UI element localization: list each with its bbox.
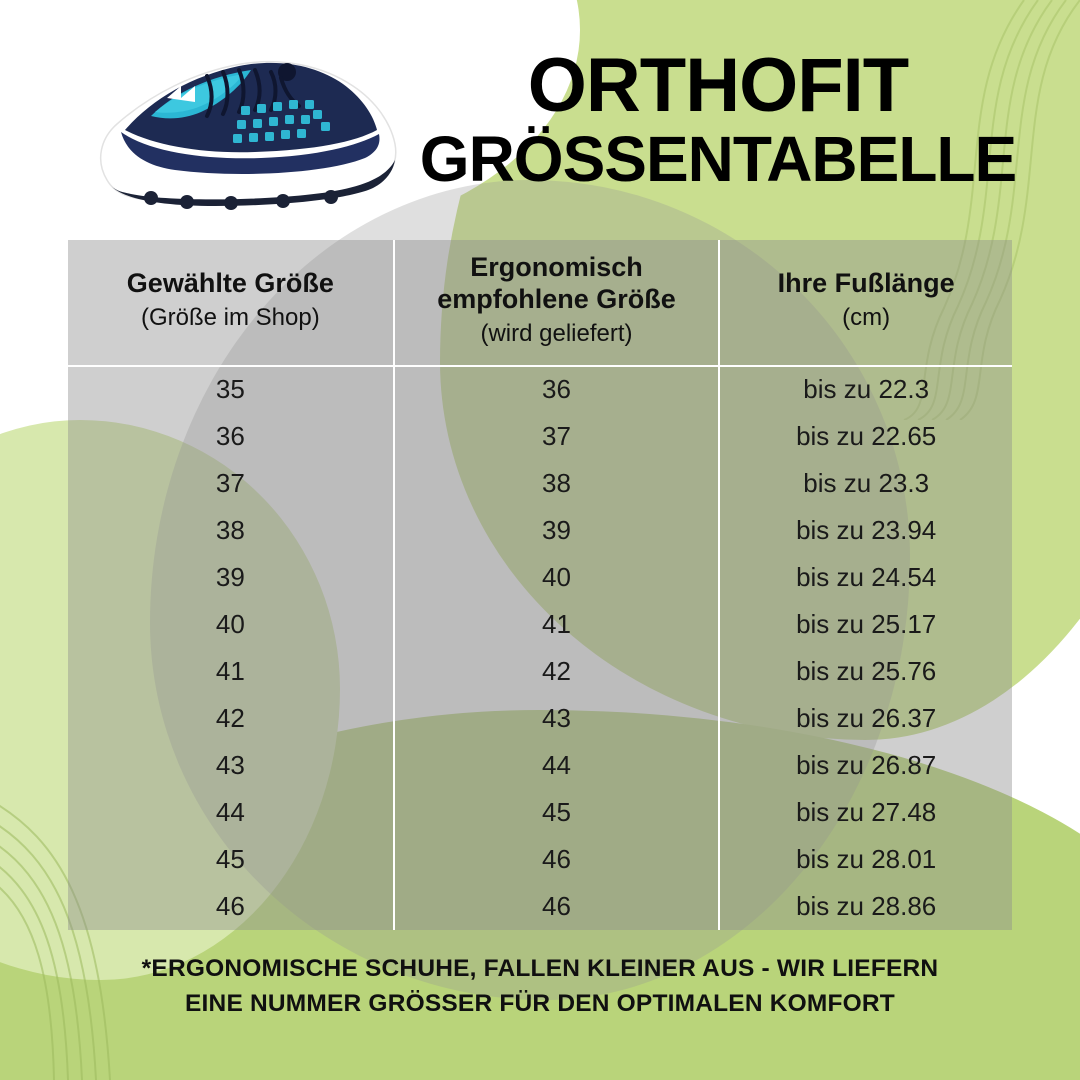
footnote — [0, 952, 1080, 1022]
cell-shop-size: 43 — [215, 749, 245, 780]
cell-foot-length: bis zu 28.01 — [719, 836, 1012, 883]
table-row — [68, 648, 1012, 695]
cell-recommended-size: 43 — [394, 695, 720, 742]
cell-foot-length: bis zu 27.48 — [719, 789, 1012, 836]
cell-foot-length: bis zu 25.17 — [719, 601, 1012, 648]
cell-recommended-size: 39 — [394, 507, 720, 554]
column-header-shop-size — [68, 240, 394, 366]
cell-recommended-size: 42 — [394, 648, 720, 695]
table-row — [68, 836, 1012, 883]
cell-foot-length: bis zu 26.37 — [719, 695, 1012, 742]
table-body — [68, 366, 1012, 930]
column-header-foot-length — [719, 240, 1012, 366]
footnote-line-2: EINE NUMMER GRÖSSER FÜR DEN OPTIMALEN KOMFORT — [185, 989, 895, 1017]
cell-recommended-size: 46 — [394, 836, 720, 883]
cell-recommended-size: 40 — [394, 554, 720, 601]
title-subject: GRÖSSENTABELLE — [419, 123, 1017, 195]
cell-shop-size: 38 — [215, 514, 245, 545]
table-row — [68, 601, 1012, 648]
table-row — [68, 460, 1012, 507]
cell-foot-length: bis zu 26.87 — [719, 742, 1012, 789]
footnote-line-1: *ERGONOMISCHE SCHUHE, FALLEN KLEINER AUS - WIR LIEFERN — [141, 955, 939, 982]
table-row — [68, 789, 1012, 836]
cell-recommended-size: 38 — [394, 460, 720, 507]
cell-shop-size: 35 — [215, 374, 245, 405]
cell-recommended-size: 41 — [394, 601, 720, 648]
column-header-shop-size-main: Gewählte Größe — [126, 267, 334, 298]
cell-recommended-size: 46 — [394, 883, 720, 930]
column-header-recommended-size-sub: (wird geliefert) — [480, 319, 633, 347]
column-header-foot-length-main: Ihre Fußlänge — [777, 267, 955, 298]
cell-foot-length: bis zu 24.54 — [719, 554, 1012, 601]
title-brand: ORTHOFIT — [527, 43, 909, 128]
cell-foot-length: bis zu 28.86 — [719, 883, 1012, 930]
cell-foot-length: bis zu 25.76 — [719, 648, 1012, 695]
cell-recommended-size: 37 — [394, 413, 720, 460]
table-row — [68, 742, 1012, 789]
cell-shop-size: 37 — [215, 467, 245, 498]
cell-foot-length: bis zu 23.3 — [719, 460, 1012, 507]
cell-shop-size: 46 — [215, 890, 245, 921]
table-row — [68, 507, 1012, 554]
table-row — [68, 554, 1012, 601]
column-header-shop-size-sub: (Größe im Shop) — [140, 303, 320, 331]
cell-recommended-size: 44 — [394, 742, 720, 789]
cell-foot-length: bis zu 23.94 — [719, 507, 1012, 554]
cell-shop-size: 41 — [215, 655, 245, 686]
cell-shop-size: 39 — [215, 561, 245, 592]
cell-shop-size: 36 — [215, 420, 245, 451]
column-header-foot-length-sub: (cm) — [842, 303, 891, 331]
header — [0, 0, 1080, 232]
cell-shop-size: 40 — [215, 608, 245, 639]
column-header-recommended-size-main: Ergonomisch empfohlene Größe — [437, 252, 676, 314]
page-title — [398, 43, 1038, 196]
size-table — [68, 240, 1012, 930]
table-row — [68, 366, 1012, 413]
table-row — [68, 413, 1012, 460]
column-header-recommended-size — [394, 240, 720, 366]
cell-shop-size: 42 — [215, 702, 245, 733]
table-row — [68, 883, 1012, 930]
cell-shop-size: 45 — [215, 843, 245, 874]
table-row — [68, 695, 1012, 742]
cell-recommended-size: 36 — [394, 366, 720, 413]
cell-shop-size: 44 — [215, 796, 245, 827]
product-image-sneaker — [55, 20, 415, 220]
cell-foot-length: bis zu 22.3 — [719, 366, 1012, 413]
cell-foot-length: bis zu 22.65 — [719, 413, 1012, 460]
table-header-row — [68, 240, 1012, 366]
size-table-card — [68, 240, 1012, 930]
cell-recommended-size: 45 — [394, 789, 720, 836]
